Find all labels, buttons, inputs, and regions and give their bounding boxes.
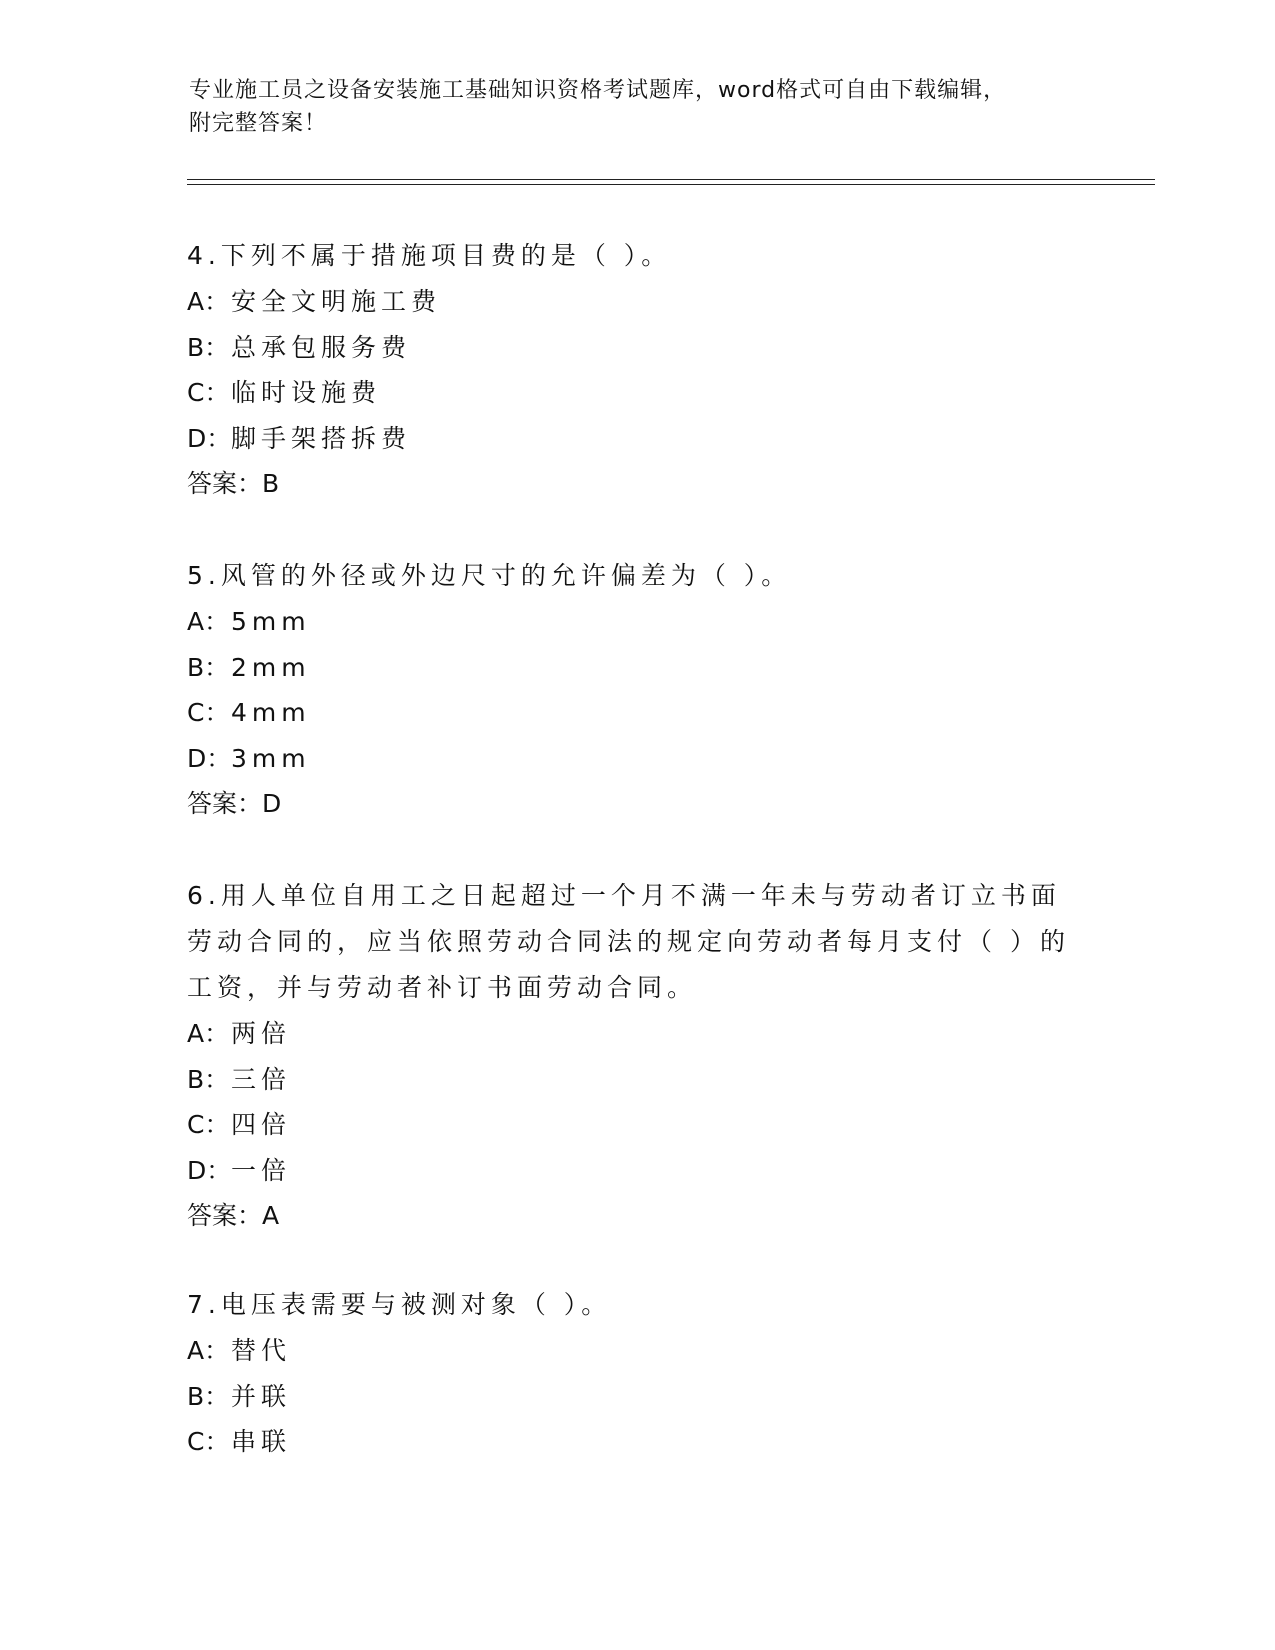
option-text: 并联 <box>231 1381 292 1411</box>
option-c <box>187 690 1087 736</box>
option-text: 5mm <box>231 607 311 636</box>
option-c <box>187 370 1087 416</box>
option-letter: B： <box>187 332 230 362</box>
option-d <box>187 1148 1087 1194</box>
option-text: 脚手架搭拆费 <box>231 423 412 453</box>
option-text: 临时设施费 <box>231 378 382 407</box>
option-text: 4mm <box>231 698 311 727</box>
option-letter: D： <box>187 423 232 453</box>
option-letter: D： <box>187 1155 232 1185</box>
option-text: 串联 <box>231 1427 292 1456</box>
option-text: 三倍 <box>231 1064 292 1094</box>
option-text: 两倍 <box>231 1019 292 1048</box>
header-divider-bottom <box>187 184 1155 185</box>
option-text: 四倍 <box>231 1110 292 1139</box>
option-letter: A： <box>187 1019 230 1048</box>
document-header <box>189 74 1089 140</box>
option-letter: B： <box>187 1381 230 1411</box>
question-stem: 7.电压表需要与被测对象（ ）。 <box>187 1290 612 1319</box>
option-text: 替代 <box>231 1336 292 1365</box>
option-c <box>187 1102 1087 1148</box>
option-d <box>187 416 1087 462</box>
question-4 <box>187 233 1087 507</box>
option-letter: A： <box>187 287 230 316</box>
option-letter: C： <box>187 698 230 727</box>
option-a <box>187 1328 1087 1374</box>
option-text: 总承包服务费 <box>231 332 412 362</box>
question-stem: 4.下列不属于措施项目费的是（ ）。 <box>187 241 672 270</box>
question-6 <box>187 873 1087 1239</box>
option-a <box>187 599 1087 645</box>
option-b <box>187 1374 1087 1420</box>
question-stem: 6.用人单位自用工之日起超过一个月不满一年未与劳动者订立书面劳动合同的，应当依照劳动合同法的规定向劳动者每月支付（ ）的工资，并与劳动者补订书面劳动合同。 <box>187 881 1070 1002</box>
header-line-2: 附完整答案！ <box>189 111 328 136</box>
option-a <box>187 1011 1087 1057</box>
question-stem: 5.风管的外径或外边尺寸的允许偏差为（ ）。 <box>187 561 792 590</box>
option-b <box>187 645 1087 691</box>
option-letter: C： <box>187 1110 230 1139</box>
option-a <box>187 279 1087 325</box>
header-divider-top <box>187 179 1155 180</box>
answer-line: 答案：D <box>187 789 282 818</box>
option-text: 3mm <box>231 743 311 773</box>
option-b <box>187 1057 1087 1103</box>
option-letter: A： <box>187 607 230 636</box>
option-letter: B： <box>187 1064 230 1094</box>
option-text: 2mm <box>231 652 311 682</box>
option-letter: B： <box>187 652 230 682</box>
option-c <box>187 1419 1087 1465</box>
question-7 <box>187 1282 1087 1465</box>
answer-line: 答案：B <box>187 469 280 498</box>
option-text: 一倍 <box>231 1155 292 1185</box>
option-letter: A： <box>187 1336 230 1365</box>
question-5 <box>187 553 1087 827</box>
option-letter: C： <box>187 1427 230 1456</box>
header-line-1: 专业施工员之设备安装施工基础知识资格考试题库，word格式可自由下载编辑， <box>189 78 1007 103</box>
answer-line: 答案：A <box>187 1201 280 1230</box>
option-text: 安全文明施工费 <box>231 287 442 316</box>
option-letter: C： <box>187 378 230 407</box>
option-d <box>187 736 1087 782</box>
option-letter: D： <box>187 743 232 773</box>
option-b <box>187 325 1087 371</box>
